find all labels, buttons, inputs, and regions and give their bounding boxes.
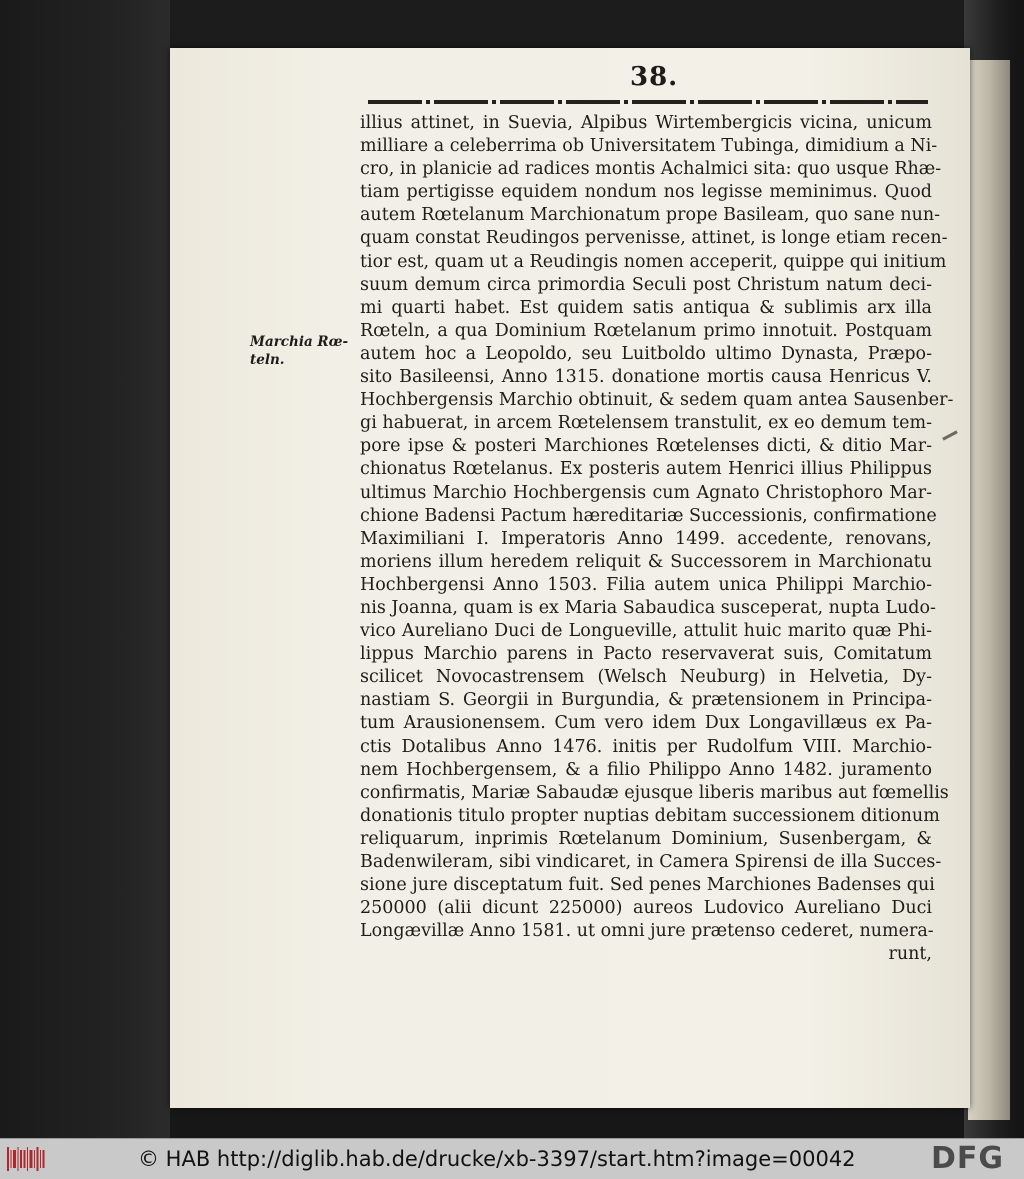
text-line: sito Basileensi, Anno 1315. donatione mortis causa Henricus V. bbox=[360, 367, 932, 388]
hab-logo-bar bbox=[40, 1150, 41, 1168]
marginal-note-line: teln. bbox=[250, 352, 285, 368]
page-number: 38. bbox=[630, 62, 679, 92]
text-line: cro, in planicie ad radices montis Achalmici sita: quo usque Rhæ- bbox=[360, 159, 942, 180]
text-line: nem Hochbergensem, & a filio Philippo Anno 1482. juramento bbox=[360, 759, 932, 780]
copyright-url-text[interactable]: © HAB http://diglib.hab.de/drucke/xb-3397/start.htm?image=00042 bbox=[138, 1147, 856, 1171]
text-line: suum demum circa primordia Seculi post Christum natum deci- bbox=[360, 274, 932, 295]
text-line: donationis titulo propter nuptias debitam successionem ditionum bbox=[360, 805, 940, 826]
text-line: Hochbergensis Marchio obtinuit, & sedem quam antea Sausenber- bbox=[360, 390, 954, 411]
text-line: tum Arausionensem. Cum vero idem Dux Longavillæus ex Pa- bbox=[360, 713, 932, 734]
hab-logo-bar bbox=[13, 1150, 16, 1168]
text-line: quam constat Reudingos pervenisse, attinet, is longe etiam recen- bbox=[360, 228, 948, 249]
marginal-note bbox=[250, 333, 354, 369]
text-line: confirmatis, Mariæ Sabaudæ ejusque liberis maribus aut fœmellis bbox=[360, 782, 949, 803]
hab-logo-bar bbox=[43, 1150, 45, 1168]
next-page-edge bbox=[968, 60, 1010, 1120]
text-line: scilicet Novocastrensem (Welsch Neuburg) in Helvetia, Dy- bbox=[360, 667, 932, 688]
text-line: chione Badensi Pactum hæreditariæ Successionis, confirmatione bbox=[360, 505, 937, 526]
text-line: runt, bbox=[888, 944, 932, 965]
text-line: nastiam S. Georgii in Burgundia, & prætensionem in Principa- bbox=[360, 690, 932, 711]
text-line: tior est, quam ut a Reudingis nomen acceperit, quippe qui initium bbox=[360, 251, 947, 272]
hab-logo-bar bbox=[34, 1150, 35, 1168]
text-line: Longævillæ Anno 1581. ut omni jure prætenso cederet, numera- bbox=[360, 921, 934, 942]
text-line: chionatus Rœtelanus. Ex posteris autem Henrici illius Philippus bbox=[360, 459, 932, 480]
text-line: moriens illum heredem reliquit & Successorem in Marchionatu bbox=[360, 551, 932, 572]
book-cover-left bbox=[0, 0, 170, 1138]
text-line: Badenwileram, sibi vindicaret, in Camera Spirensi de illa Succes- bbox=[360, 852, 942, 872]
hab-barcode-logo-icon[interactable] bbox=[6, 1145, 48, 1173]
hab-logo-bar bbox=[20, 1150, 22, 1168]
text-line: vico Aureliano Duci de Longueville, attulit huic marito quæ Phi- bbox=[360, 621, 932, 642]
text-line: gi habuerat, in arcem Rœtelensem transtulit, ex eo demum tem- bbox=[360, 413, 932, 434]
hab-logo-bar bbox=[7, 1147, 9, 1171]
text-line: mi quarti habet. Est quidem satis antiqua & sublimis arx illa bbox=[360, 297, 932, 318]
text-line: ctis Dotalibus Anno 1476. initis per Rudolfum VIII. Marchio- bbox=[360, 736, 932, 757]
page-body-text bbox=[360, 112, 954, 966]
text-line: nis Joanna, quam is ex Maria Sabaudica susceperat, nupta Ludo- bbox=[360, 597, 936, 618]
hab-logo-bar bbox=[24, 1150, 26, 1168]
hab-logo-bar bbox=[18, 1147, 19, 1171]
hab-logo-bar bbox=[11, 1150, 12, 1168]
text-line: Hochbergensi Anno 1503. Filia autem unica Philippi Marchio- bbox=[360, 574, 932, 595]
marginal-note-line: Marchia Rœ- bbox=[250, 334, 349, 350]
text-line: reliquarum, inprimis Rœtelanum Dominium, Susenbergam, & bbox=[360, 828, 932, 849]
dfg-logo[interactable]: DFG bbox=[931, 1141, 1005, 1176]
hab-logo-bar bbox=[37, 1147, 39, 1171]
viewer-footer bbox=[0, 1138, 1024, 1179]
text-line: Rœteln, a qua Dominium Rœtelanum primo innotuit. Postquam bbox=[360, 320, 932, 341]
text-line: Maximiliani I. Imperatoris Anno 1499. accedente, renovans, bbox=[360, 528, 932, 549]
text-line: ultimus Marchio Hochbergensis cum Agnato Christophoro Mar- bbox=[360, 482, 932, 503]
hab-logo-bar bbox=[27, 1147, 28, 1171]
text-line: 250000 (alii dicunt 225000) aureos Ludovico Aureliano Duci bbox=[360, 898, 932, 919]
text-line: lippus Marchio parens in Pacto reservaverat suis, Comitatum bbox=[360, 644, 932, 665]
text-line: illius attinet, in Suevia, Alpibus Wirtembergicis vicina, unicum bbox=[360, 113, 932, 133]
text-line: tiam pertigisse equidem nondum nos legisse meminimus. Quod bbox=[360, 182, 932, 203]
text-line: pore ipse & posteri Marchiones Rœtelenses dicti, & ditio Mar- bbox=[360, 436, 932, 457]
text-line: autem Rœtelanum Marchionatum prope Basileam, quo sane nun- bbox=[360, 205, 941, 226]
header-rule bbox=[368, 100, 928, 104]
text-line: milliare a celeberrima ob Universitatem Tubinga, dimidium a Ni- bbox=[360, 136, 938, 157]
hab-logo-bar bbox=[30, 1150, 33, 1168]
text-line: autem hoc a Leopoldo, seu Luitboldo ultimo Dynasta, Præpo- bbox=[360, 343, 932, 364]
text-line: sione jure disceptatum fuit. Sed penes Marchiones Badenses qui bbox=[360, 875, 935, 896]
